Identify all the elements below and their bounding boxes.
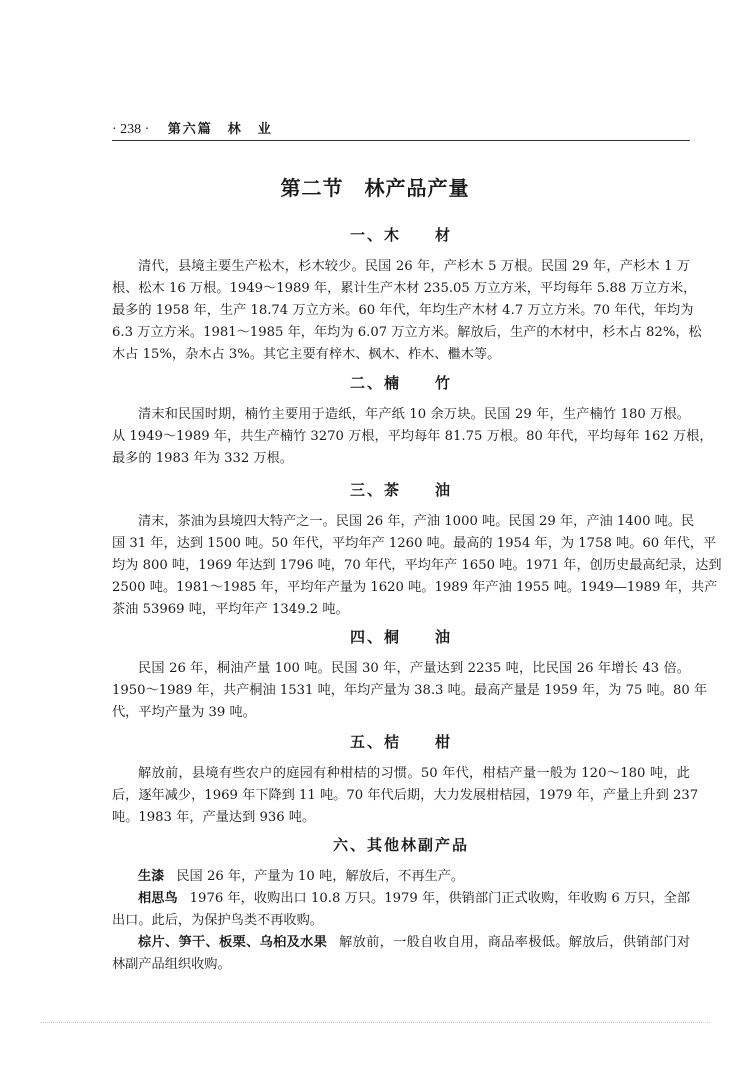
item-lead: 相思鸟 [138,891,178,906]
paragraph-line: 清末和民国时期，楠竹主要用于造纸，年产纸 10 余万块。民国 29 年，生产楠竹 180 万根。 [138,407,690,422]
item-text: 民国 26 年，产量为 10 吨，解放后，不再生产。 [176,869,465,884]
paragraph-line: 民国 26 年，桐油产量 100 吨。民国 30 年，产量达到 2235 吨，比民国 26 年增长 43 倍。 [138,661,690,676]
heading-citrus: 五、桔 柑 [349,733,452,751]
item-text: 1976 年，收购出口 10.8 万只。1979 年，供销部门正式收购，年收购 6 万只，全部 [189,891,691,906]
heading-tea-oil: 三、茶 油 [349,481,452,499]
item-lead: 棕片、笋干、板栗、乌桕及水果 [138,935,328,950]
heading-timber: 一、木 材 [349,226,452,244]
paragraph-line [112,888,690,910]
section-title: 第二节 林产品产量 [280,176,470,200]
section-bamboo [112,372,713,470]
paragraph-line: 清代，县境主要生产松木，杉木较少。民国 26 年，产杉木 5 万根。民国 29 年，产杉木 1 万 [138,259,690,274]
paragraph-line: 根、松木 16 万根。1949～1989 年，累计生产木材 235.05 万立方米，平均每年 5.88 万立方米， [112,281,697,296]
page-number: · 238 · [112,122,150,137]
chapter-title: 第六篇 林 业 [167,122,273,137]
paragraph-line: 解放前，县境有些农户的庭园有种柑桔的习惯。50 年代，柑桔产量一般为 120～180 吨，此 [138,766,690,781]
paragraph-line [112,866,690,888]
section-timber [112,224,702,366]
paragraph-line [112,932,690,954]
paragraph-line: 茶油 53969 吨，平均年产 1349.2 吨。 [112,602,349,617]
paragraph-line: 最多的 1958 年，生产 18.74 万立方米。60 年代，年均生产木材 4.7 万立方米。70 年代，年均为 [112,303,694,318]
paragraph-line: 最多的 1983 年为 332 万根。 [112,451,293,466]
paragraph-line: 6.3 万立方米。1981～1985 年，年均为 6.07 万立方米。解放后，生产的木材中，杉木占 82%，松 [112,325,702,340]
paragraph-line: 国 31 年，达到 1500 吨。50 年代，平均年产 1260 吨。最高的 1954 年，为 1758 吨。60 年代，平 [112,536,717,551]
paragraph-line: 从 1949～1989 年，共生产楠竹 3270 万根，平均每年 81.75 万根。80 年代，平均每年 162 万根， [112,429,713,444]
paragraph-line: 林副产品组织收购。 [112,957,231,972]
paragraph-line: 吨。1983 年，产量达到 936 吨。 [112,810,316,825]
running-header [112,118,690,141]
paragraph-line: 2500 吨。1981～1985 年，平均年产量为 1620 吨。1989 年产油 1955 吨。1949—1989 年，共产 [112,580,718,595]
paragraph-line: 1950～1989 年，共产桐油 1531 吨，年均产量为 38.3 吨。最高产量是 1959 年，为 75 吨。80 年 [112,683,708,698]
section-other-products [112,834,690,976]
heading-other-products: 六、其他林副产品 [332,836,469,854]
section-tung-oil [112,626,708,724]
item-lead: 生漆 [138,869,165,884]
paragraph-line: 木占 15%，杂木占 3%。其它主要有梓木、枫木、柞木、檵木等。 [112,347,501,362]
scan-edge-divider [40,1022,710,1023]
paragraph-line: 均为 800 吨，1969 年达到 1796 吨，70 年代，平均年产 1650 吨。1971 年，创历史最高纪录，达到 [112,558,722,573]
section-citrus [112,731,699,829]
heading-tung-oil: 四、桐 油 [349,628,452,646]
section-tea-oil [112,479,722,621]
paragraph-line: 代，平均产量为 39 吨。 [112,705,256,720]
item-text: 解放前，一般自收自用，商品率极低。解放后，供销部门对 [339,935,691,950]
heading-bamboo: 二、楠 竹 [349,374,452,392]
paragraph-line: 出口。此后，为保护鸟类不再收购。 [112,913,323,928]
paragraph-line: 清末，茶油为县境四大特产之一。民国 26 年，产油 1000 吨。民国 29 年，产油 1400 吨。民 [138,514,695,529]
paragraph-line: 后，逐年减少，1969 年下降到 11 吨。70 年代后期，大力发展柑桔园，1979 年，产量上升到 237 [112,788,699,803]
